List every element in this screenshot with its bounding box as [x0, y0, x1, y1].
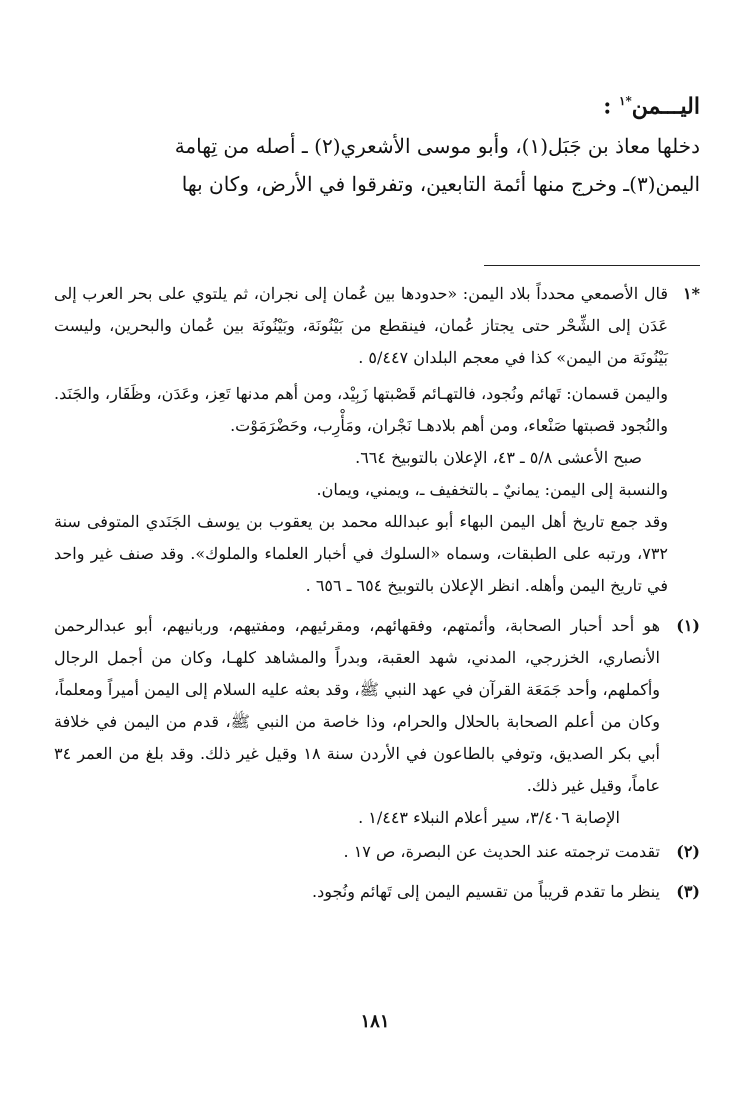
footnote-2 [54, 836, 700, 868]
footnote-marker: *١ [683, 284, 700, 304]
footnote-text: تقدمت ترجمته عند الحديث عن البصرة، ص ١٧ . [343, 842, 660, 862]
footnote-separator [484, 265, 700, 266]
footnote-marker: (١) [676, 616, 700, 636]
page-number: ١٨١ [360, 1011, 390, 1032]
footnote-body [54, 610, 660, 834]
footnote-line: صبح الأعشى ٥/٨ ـ ٤٣، الإعلان بالتوبيخ ٦٦٤. [355, 448, 642, 468]
footnote-line: الإصابة ٣/٤٠٦، سير أعلام النبلاء ١/٤٤٣ . [358, 808, 620, 828]
footnote-marker: (٢) [676, 842, 700, 862]
section-heading [54, 84, 700, 123]
footnote-1 [54, 610, 700, 834]
footnote-line: وقد جمع تاريخ أهل اليمن البهاء أبو عبدالله محمد بن يعقوب بن يوسف الجَنَدي المتوفى سنة ٧٣٢، ورتبه على الطبقات، وسماه «السلوك في أخبار العلماء والملوك». وقد صنف غير واحد في تاريخ اليمن وأهله. انظر الإعلان بالتوبيخ ٦٥٤ ـ ٦٥٦ . [54, 512, 668, 596]
heading-footnote-mark: *١ [619, 94, 632, 108]
footnote-marker: (٣) [676, 882, 700, 902]
footnote-line: هو أحد أحبار الصحابة، وأئمتهم، وفقهائهم، ومقرئيهم، ومفتيهم، وربانيهم، أبو عبدالرحمن الأنصاري، الخزرجي، المدني، شهد العقبة، وبدراً والمشاهد كلهـا، وكان من أجمل الرجال وأكملهم، وأحد جَمَعَة القرآن في عهد النبي ﷺ، وقد بعثه عليه السلام إلى اليمن أميراً ومعلماً، وكان من أعلم الصحابة بالحلال والحرام، وذا خاصة من النبي ﷺ، قدم من اليمن في خلافة أبي بكر الصديق، وتوفي بالطاعون في الأردن سنة ١٨ وقيل غير ذلك. وقد بلغ من العمر ٣٤ عاماً، وقيل غير ذلك. [54, 616, 661, 796]
footnote-line: والنسبة إلى اليمن: يمانيٌ ـ بالتخفيف ـ، ويمني، ويمان. [316, 480, 668, 500]
heading-colon: : [603, 93, 619, 120]
main-paragraph [54, 127, 700, 203]
heading-title: اليـــمن [631, 93, 700, 120]
footnote-line: قال الأصمعي محدداً بلاد اليمن: «حدودها بين عُمان إلى نجران، ثم يلتوي على بحر العرب إلى عَدَن إلى الشِّحْر حتى يجتاز عُمان، فينقطع من بَيْنُونَة، وبَيْنُونَة بين عُمان والبحرين، وليست بَيْنُونَة من اليمن» كذا في معجم البلدان ٥/٤٤٧ . [54, 284, 668, 368]
footnote-line: واليمن قسمان: تَهائم ونُجود، فالتهـائم قَصْبتها زَبِيْد، ومن أهم مدنها تَعِز، وعَدَن، وظَفَار، والجَنَد. والنُجود قصبتها صَنْعاء، ومن أهم بلادهـا نَجْران، ومَأْرِب، وحَضْرَمَوْت. [54, 384, 668, 436]
footnotes [54, 278, 700, 908]
footnote-body [54, 278, 668, 602]
footnote-3 [54, 876, 700, 908]
footnote-star [54, 278, 700, 602]
main-line-2: اليمن(٣)ـ وخرج منها أئمة التابعين، وتفرقوا في الأرض، وكان بها [181, 172, 700, 197]
main-line-1: دخلها معاذ بن جَبَل(١)، وأبو موسى الأشعري(٢) ـ أصله من تِهامة [174, 134, 700, 159]
footnote-text: ينظر ما تقدم قريباً من تقسيم اليمن إلى تَهائم ونُجود. [311, 882, 660, 902]
